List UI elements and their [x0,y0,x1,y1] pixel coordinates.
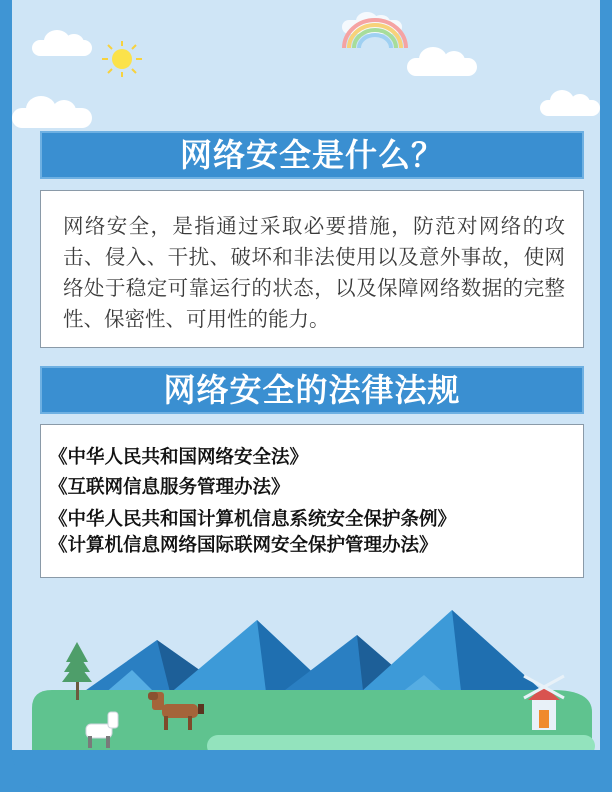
definition-card [40,190,584,348]
section-banner-laws [40,366,584,414]
cloud-icon [12,108,92,128]
law-item: 《互联网信息服务管理办法》 [49,477,290,498]
section-title: 网络安全是什么？ [179,136,444,174]
laws-card [40,424,584,578]
cloud-icon [32,40,92,56]
cloud-icon [540,100,600,116]
mountain-icon [72,610,552,700]
law-item: 《中华人民共和国计算机信息系统安全保护条例》 [49,509,457,530]
cloud-icon [407,58,477,76]
section-title: 网络安全的法律法规 [163,371,461,409]
section-banner-what-is [40,131,584,179]
definition-text: 网络安全，是指通过采取必要措施，防范对网络的攻击、侵入、干扰、破坏和非法使用以及意外事故，使网络处于稳定可靠运行的状态，以及保障网络数据的完整性、保密性、可用性的能力。 [63,214,565,331]
rainbow-icon [340,12,410,52]
sun-icon [100,40,144,78]
law-item: 《中华人民共和国网络安全法》 [49,447,309,468]
law-item: 《计算机信息网络国际联网安全保护管理办法》 [49,535,438,556]
landscape-illustration [12,600,600,792]
